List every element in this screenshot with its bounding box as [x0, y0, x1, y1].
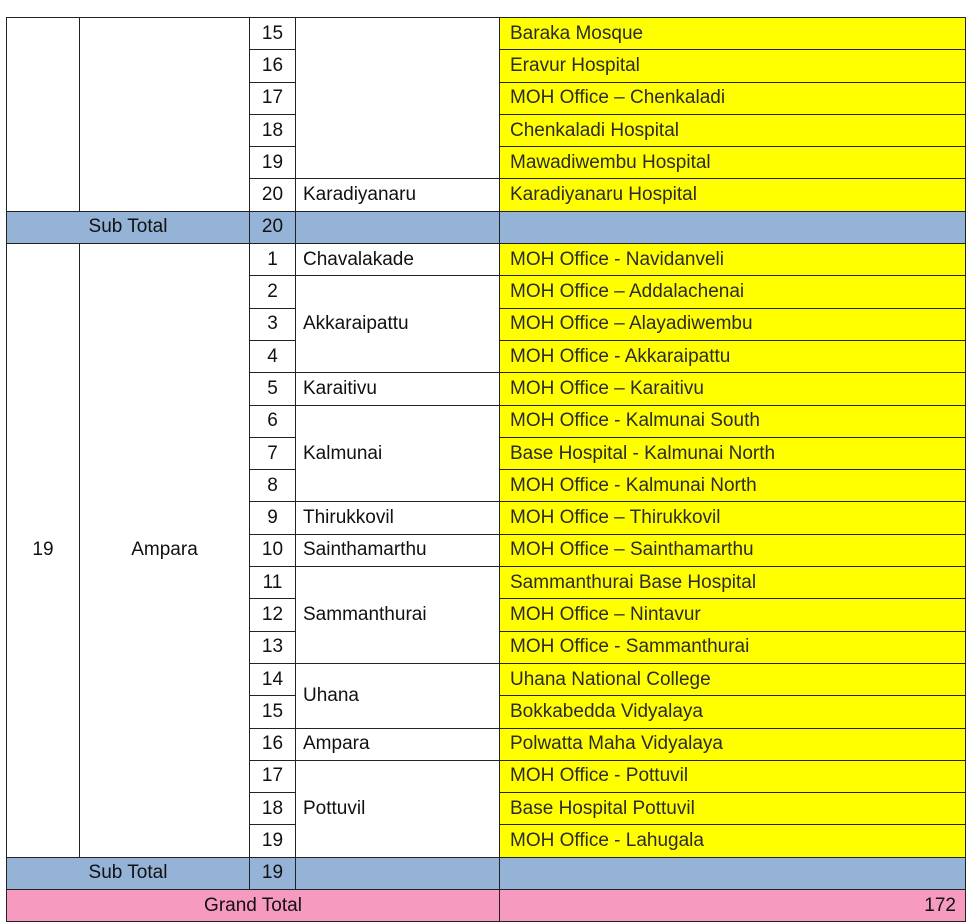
location-cell: MOH Office – Thirukkovil [500, 502, 966, 534]
location-cell: Baraka Mosque [500, 18, 966, 50]
division-cell: Pottuvil [296, 760, 500, 857]
location-cell: MOH Office - Akkaraipattu [500, 340, 966, 372]
row-number: 9 [250, 502, 296, 534]
table-row [7, 18, 966, 50]
row-number: 10 [250, 534, 296, 566]
row-number: 1 [250, 244, 296, 276]
location-cell: Karadiyanaru Hospital [500, 179, 966, 211]
location-cell: MOH Office – Karaitivu [500, 373, 966, 405]
division-cell: Ampara [296, 728, 500, 760]
row-number: 11 [250, 567, 296, 599]
row-number: 5 [250, 373, 296, 405]
grand-total-value: 172 [500, 890, 966, 922]
row-number: 6 [250, 405, 296, 437]
grand-total-row [7, 890, 966, 922]
location-cell: Mawadiwembu Hospital [500, 147, 966, 179]
subtotal-label: Sub Total [7, 857, 250, 889]
division-cell: Kalmunai [296, 405, 500, 502]
subtotal-label: Sub Total [7, 211, 250, 243]
location-cell: Base Hospital - Kalmunai North [500, 437, 966, 469]
location-cell: Chenkaladi Hospital [500, 114, 966, 146]
grand-total-label: Grand Total [7, 890, 500, 922]
row-number: 15 [250, 696, 296, 728]
subtotal-row [7, 857, 966, 889]
subtotal-row [7, 211, 966, 243]
row-number: 13 [250, 631, 296, 663]
row-number: 12 [250, 599, 296, 631]
division-cell: Chavalakade [296, 244, 500, 276]
location-cell: MOH Office - Kalmunai South [500, 405, 966, 437]
district-name-cell: Ampara [80, 244, 250, 858]
location-cell: MOH Office - Navidanveli [500, 244, 966, 276]
district-no-cell: 19 [7, 244, 80, 858]
row-number: 14 [250, 663, 296, 695]
locations-table [6, 17, 966, 922]
division-cell: Karadiyanaru [296, 179, 500, 211]
subtotal-value: 20 [250, 211, 296, 243]
row-number: 18 [250, 114, 296, 146]
location-cell: MOH Office – Nintavur [500, 599, 966, 631]
subtotal-value: 19 [250, 857, 296, 889]
row-number: 4 [250, 340, 296, 372]
row-number: 2 [250, 276, 296, 308]
location-cell: MOH Office – Sainthamarthu [500, 534, 966, 566]
location-cell: MOH Office – Alayadiwembu [500, 308, 966, 340]
location-cell: MOH Office - Lahugala [500, 825, 966, 857]
location-cell: MOH Office - Kalmunai North [500, 470, 966, 502]
location-cell: Uhana National College [500, 663, 966, 695]
table-row [7, 244, 966, 276]
division-cell [296, 18, 500, 179]
division-cell: Karaitivu [296, 373, 500, 405]
district-no-cell [7, 18, 80, 212]
row-number: 16 [250, 50, 296, 82]
location-cell: MOH Office - Sammanthurai [500, 631, 966, 663]
row-number: 16 [250, 728, 296, 760]
location-cell: MOH Office – Chenkaladi [500, 82, 966, 114]
division-cell: Thirukkovil [296, 502, 500, 534]
location-cell: Sammanthurai Base Hospital [500, 567, 966, 599]
division-cell: Sainthamarthu [296, 534, 500, 566]
district-name-cell [80, 18, 250, 212]
location-cell: Eravur Hospital [500, 50, 966, 82]
row-number: 20 [250, 179, 296, 211]
row-number: 7 [250, 437, 296, 469]
row-number: 19 [250, 147, 296, 179]
location-cell: Polwatta Maha Vidyalaya [500, 728, 966, 760]
row-number: 15 [250, 18, 296, 50]
location-cell: Bokkabedda Vidyalaya [500, 696, 966, 728]
row-number: 18 [250, 793, 296, 825]
division-cell: Akkaraipattu [296, 276, 500, 373]
row-number: 3 [250, 308, 296, 340]
location-cell: MOH Office - Pottuvil [500, 760, 966, 792]
row-number: 8 [250, 470, 296, 502]
row-number: 17 [250, 82, 296, 114]
row-number: 19 [250, 825, 296, 857]
row-number: 17 [250, 760, 296, 792]
division-cell: Uhana [296, 663, 500, 728]
location-cell: MOH Office – Addalachenai [500, 276, 966, 308]
division-cell: Sammanthurai [296, 567, 500, 664]
location-cell: Base Hospital Pottuvil [500, 793, 966, 825]
